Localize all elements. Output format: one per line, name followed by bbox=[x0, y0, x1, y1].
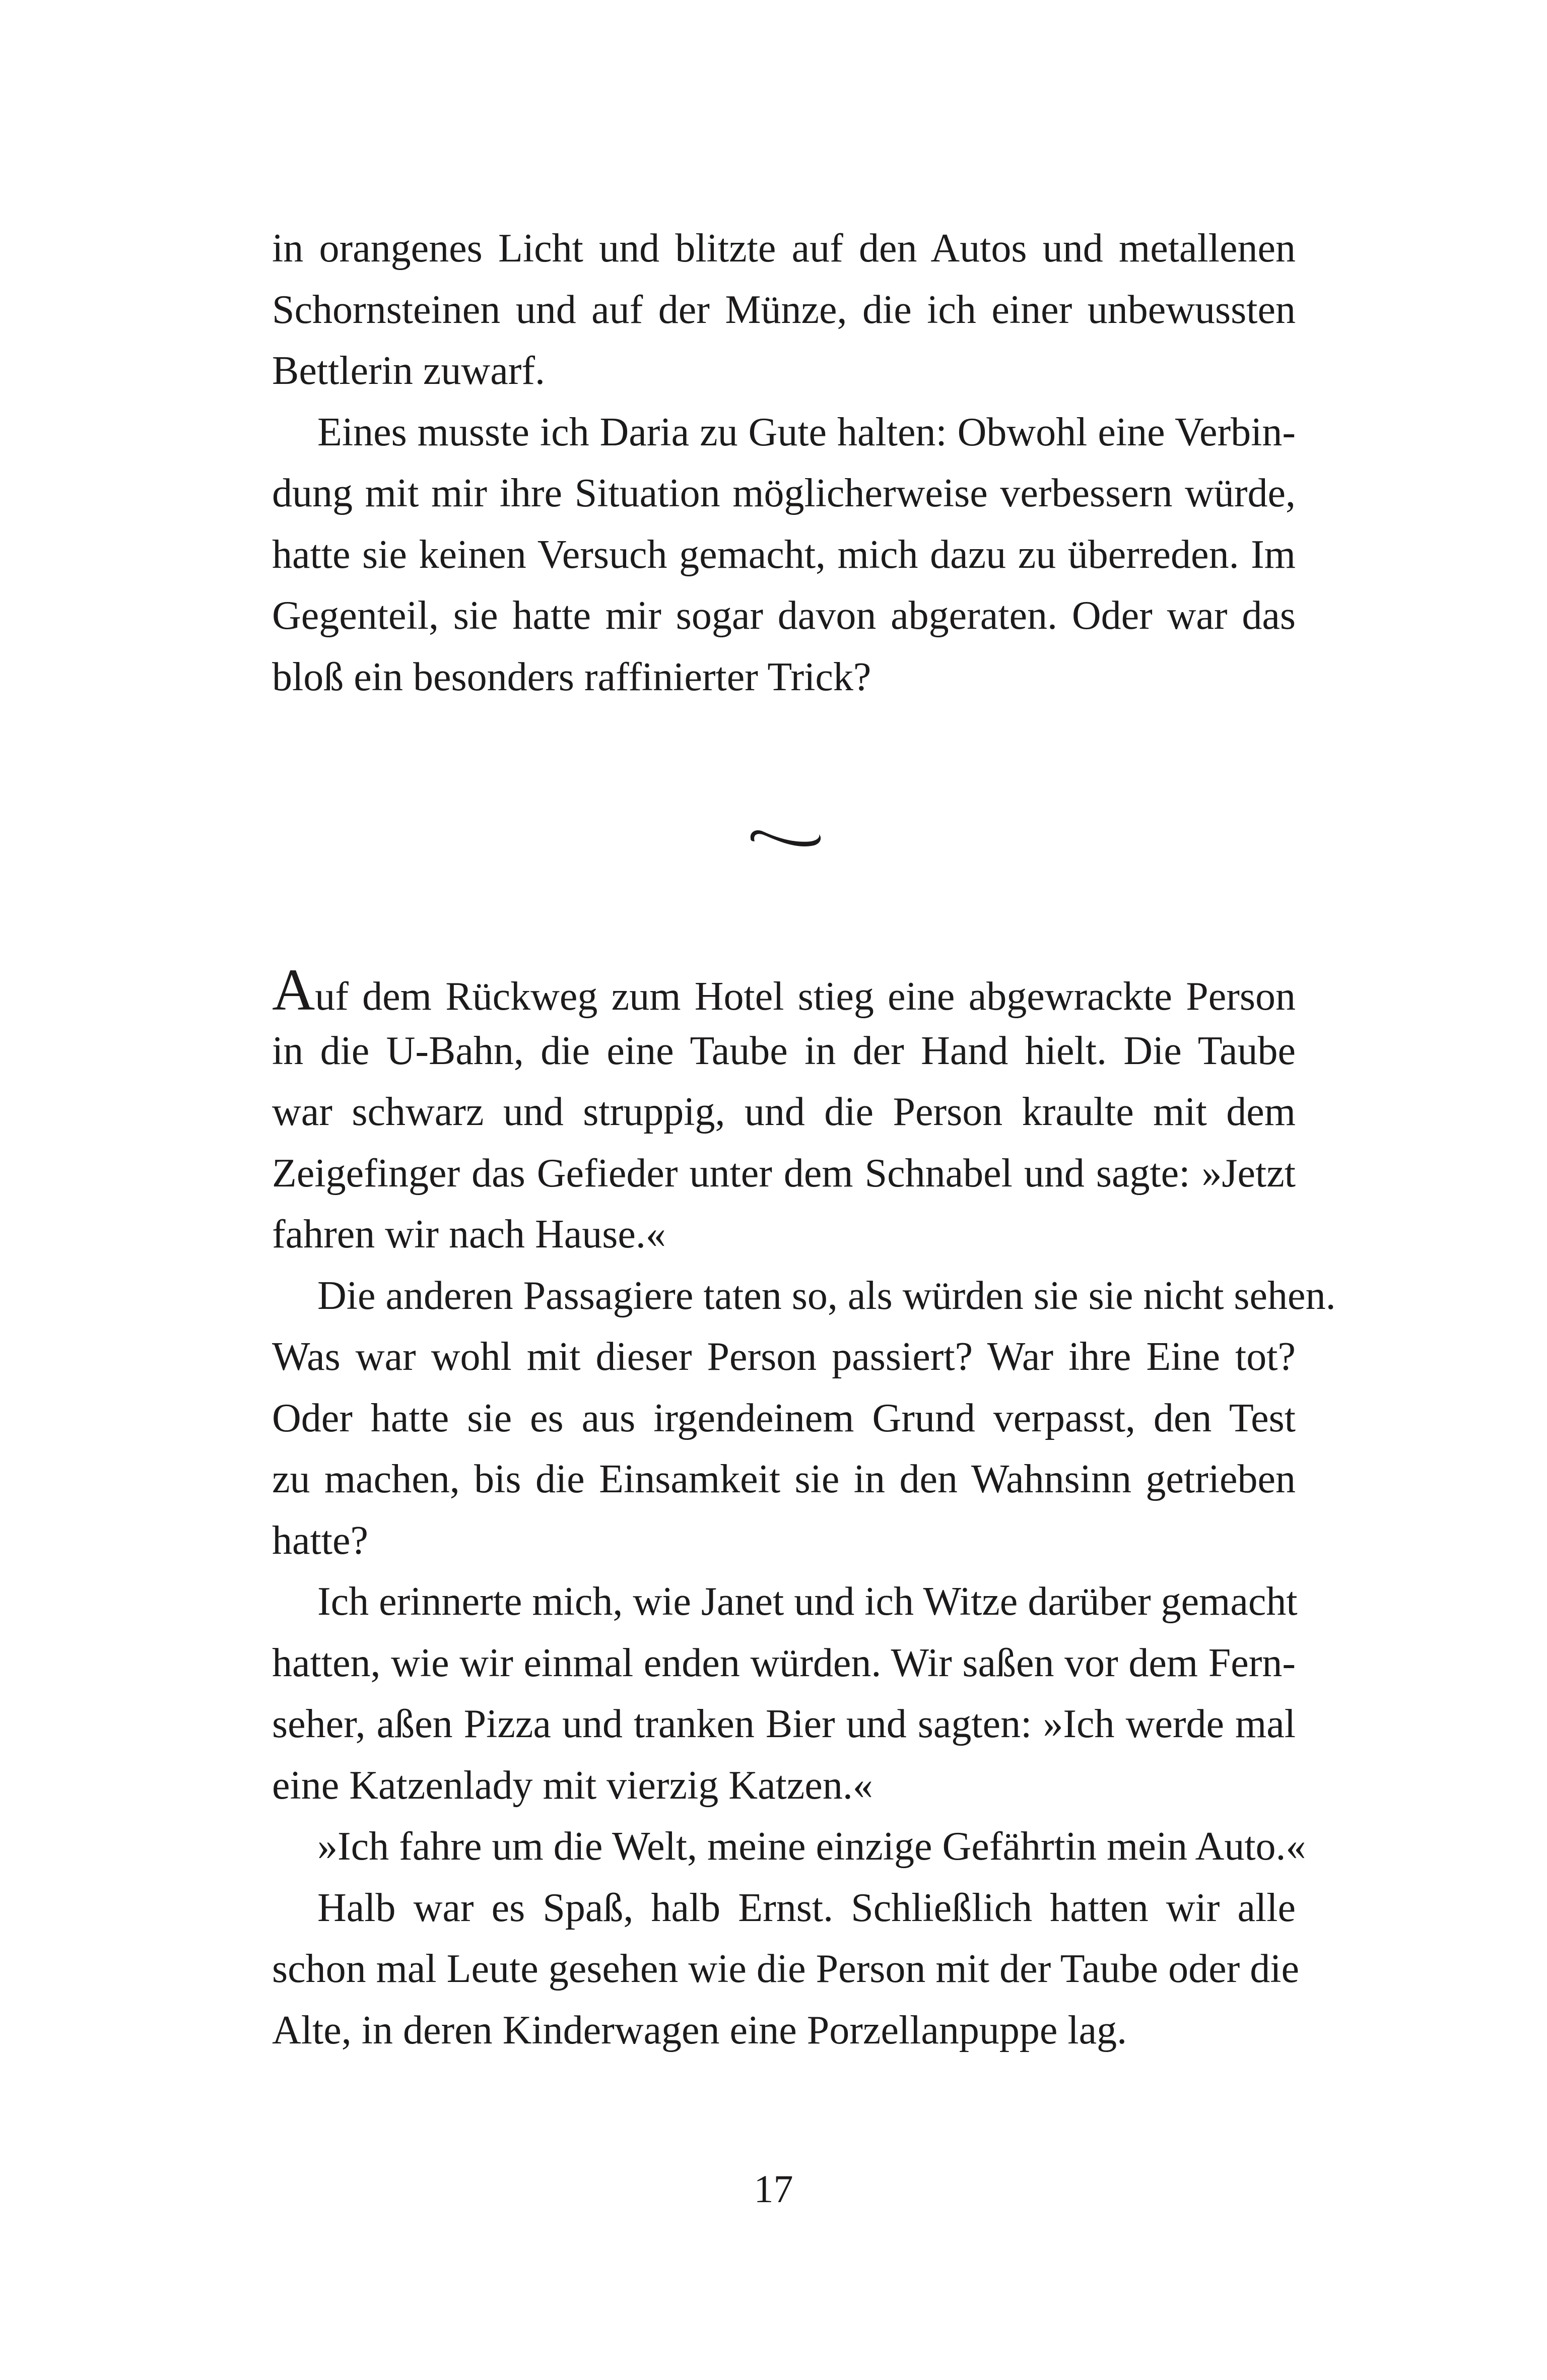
text-line: war schwarz und struppig, und die Person kraulte mit dem bbox=[272, 1090, 1296, 1134]
text-line-content: uf dem Rückweg zum Hotel stieg eine abgewrackte Person bbox=[315, 974, 1296, 1019]
text-line: Was war wohl mit dieser Person passiert? War ihre Eine tot? bbox=[272, 1335, 1296, 1379]
text-line: Alte, in deren Kinderwagen eine Porzellanpuppe lag. bbox=[272, 2008, 1127, 2053]
text-line: Ich erinnerte mich, wie Janet und ich Witze darüber gemacht bbox=[317, 1579, 1298, 1624]
text-line: fahren wir nach Hause.« bbox=[272, 1212, 666, 1257]
text-line bbox=[272, 959, 1296, 1021]
text-line: Eines musste ich Daria zu Gute halten: Obwohl eine Verbin- bbox=[317, 410, 1296, 454]
page-number: 17 bbox=[754, 2167, 793, 2211]
text-line: hatte? bbox=[272, 1518, 368, 1563]
text-line: in orangenes Licht und blitzte auf den Autos und metallenen bbox=[272, 226, 1296, 271]
text-line: zu machen, bis die Einsamkeit sie in den Wahnsinn getrieben bbox=[272, 1457, 1296, 1501]
text-line: seher, aßen Pizza und tranken Bier und sagten: »Ich werde mal bbox=[272, 1702, 1296, 1746]
text-line: Oder hatte sie es aus irgendeinem Grund verpasst, den Test bbox=[272, 1396, 1296, 1440]
text-line: »Ich fahre um die Welt, meine einzige Gefährtin mein Auto.« bbox=[317, 1824, 1306, 1869]
text-line: Die anderen Passagiere taten so, als würden sie sie nicht sehen. bbox=[317, 1273, 1336, 1318]
text-line: dung mit mir ihre Situation möglicherweise verbessern würde, bbox=[272, 471, 1296, 515]
text-line: schon mal Leute gesehen wie die Person mit der Taube oder die bbox=[272, 1947, 1299, 1991]
text-block-top bbox=[272, 218, 1296, 708]
text-line: Halb war es Spaß, halb Ernst. Schließlich hatten wir alle bbox=[317, 1885, 1296, 1930]
text-line: hatte sie keinen Versuch gemacht, mich dazu zu überreden. Im bbox=[272, 532, 1296, 577]
text-line: in die U-Bahn, die eine Taube in der Hand hielt. Die Taube bbox=[272, 1028, 1296, 1073]
text-line: Zeigefinger das Gefieder unter dem Schnabel und sagte: »Jetzt bbox=[272, 1151, 1296, 1196]
swash-ornament-icon bbox=[746, 821, 826, 851]
text-line: Bettlerin zuwarf. bbox=[272, 349, 545, 393]
text-line: Schornsteinen und auf der Münze, die ich einer unbewussten bbox=[272, 287, 1296, 332]
text-line: bloß ein besonders raffinierter Trick? bbox=[272, 654, 871, 699]
text-line: hatten, wie wir einmal enden würden. Wir saßen vor dem Fern- bbox=[272, 1640, 1296, 1685]
text-block-bottom bbox=[272, 957, 1336, 2061]
text-line: Gegenteil, sie hatte mir sogar davon abgeraten. Oder war das bbox=[272, 593, 1296, 638]
text-line: eine Katzenlady mit vierzig Katzen.« bbox=[272, 1763, 873, 1808]
drop-cap: A bbox=[272, 957, 315, 1023]
